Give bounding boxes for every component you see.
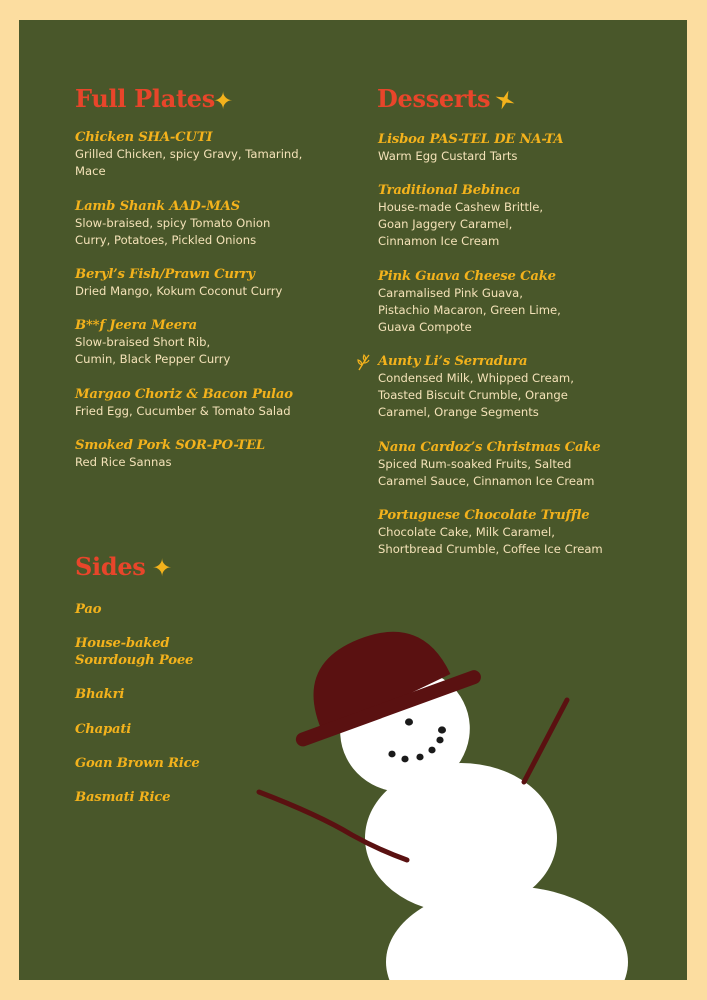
- side-item: Goan Brown Rice: [75, 756, 200, 771]
- item-desc: Mace: [75, 164, 106, 178]
- sparkle-icon: ✦: [152, 554, 173, 582]
- side-item: Pao: [75, 602, 102, 617]
- snowman-mouth-dot: [436, 737, 443, 744]
- item-desc: Condensed Milk, Whipped Cream,: [378, 371, 574, 385]
- item-name: Beryl’s Fish/Prawn Curry: [75, 267, 255, 282]
- side-item: Basmati Rice: [75, 790, 171, 805]
- item-desc: Dried Mango, Kokum Coconut Curry: [75, 284, 283, 298]
- item-desc: Slow-braised, spicy Tomato Onion: [75, 216, 271, 230]
- item-name: B**f Jeera Meera: [75, 318, 197, 333]
- item-desc: Caramalised Pink Guava,: [378, 286, 523, 300]
- item-desc: Spiced Rum-soaked Fruits, Salted: [378, 457, 572, 471]
- snowman-mouth-dot: [401, 756, 408, 763]
- item-desc: Chocolate Cake, Milk Caramel,: [378, 525, 555, 539]
- item-desc: House-made Cashew Brittle,: [378, 200, 544, 214]
- desserts-title: Desserts: [377, 84, 491, 113]
- item-desc: Cinnamon Ice Cream: [378, 234, 500, 248]
- sparkle-icon: ✦: [213, 87, 234, 115]
- side-item: Sourdough Poee: [75, 653, 194, 668]
- item-desc: Grilled Chicken, spicy Gravy, Tamarind,: [75, 147, 303, 161]
- side-item: Chapati: [75, 722, 132, 737]
- item-desc: Toasted Biscuit Crumble, Orange: [378, 388, 568, 402]
- side-item: House-baked: [75, 636, 170, 651]
- item-desc: Red Rice Sannas: [75, 455, 172, 469]
- item-desc: Slow-braised Short Rib,: [75, 335, 211, 349]
- item-name: Chicken SHA-CUTI: [75, 130, 213, 145]
- item-name: Lamb Shank AAD-MAS: [75, 199, 240, 214]
- item-desc: Curry, Potatoes, Pickled Onions: [75, 233, 257, 247]
- full-plates-title: Full Plates: [75, 84, 215, 113]
- item-desc: Caramel Sauce, Cinnamon Ice Cream: [378, 474, 595, 488]
- snowman-illustration: [19, 20, 687, 980]
- menu-panel: [19, 20, 687, 980]
- snowman-mouth-dot: [388, 751, 395, 758]
- sides-title: Sides: [75, 552, 146, 581]
- item-desc: Caramel, Orange Segments: [378, 405, 539, 419]
- side-item: Bhakri: [75, 687, 125, 702]
- item-name: Lisboa PAS-TEL DE NA-TA: [378, 132, 564, 147]
- item-name: Smoked Pork SOR-PO-TEL: [75, 438, 266, 453]
- item-desc: Fried Egg, Cucumber & Tomato Salad: [75, 404, 291, 418]
- snowman-eye-icon: [405, 718, 413, 725]
- snowman-mouth-dot: [428, 747, 435, 754]
- snowman-mouth-dot: [416, 754, 423, 761]
- item-name: Traditional Bebinca: [378, 183, 521, 198]
- snowman-right-arm: [524, 700, 567, 782]
- item-desc: Guava Compote: [378, 320, 472, 334]
- item-name: Pink Guava Cheese Cake: [378, 269, 556, 284]
- item-name: Aunty Li’s Serradura: [378, 354, 528, 369]
- snowman-eye-icon: [438, 726, 446, 733]
- item-desc: Pistachio Macaron, Green Lime,: [378, 303, 561, 317]
- item-desc: Cumin, Black Pepper Curry: [75, 352, 231, 366]
- item-name: Nana Cardoz’s Christmas Cake: [378, 440, 601, 455]
- item-name: Portuguese Chocolate Truffle: [378, 508, 590, 523]
- item-desc: Shortbread Crumble, Coffee Ice Cream: [378, 542, 603, 556]
- item-desc: Goan Jaggery Caramel,: [378, 217, 513, 231]
- item-desc: Warm Egg Custard Tarts: [378, 149, 518, 163]
- item-name: Margao Choriz & Bacon Pulao: [75, 387, 293, 402]
